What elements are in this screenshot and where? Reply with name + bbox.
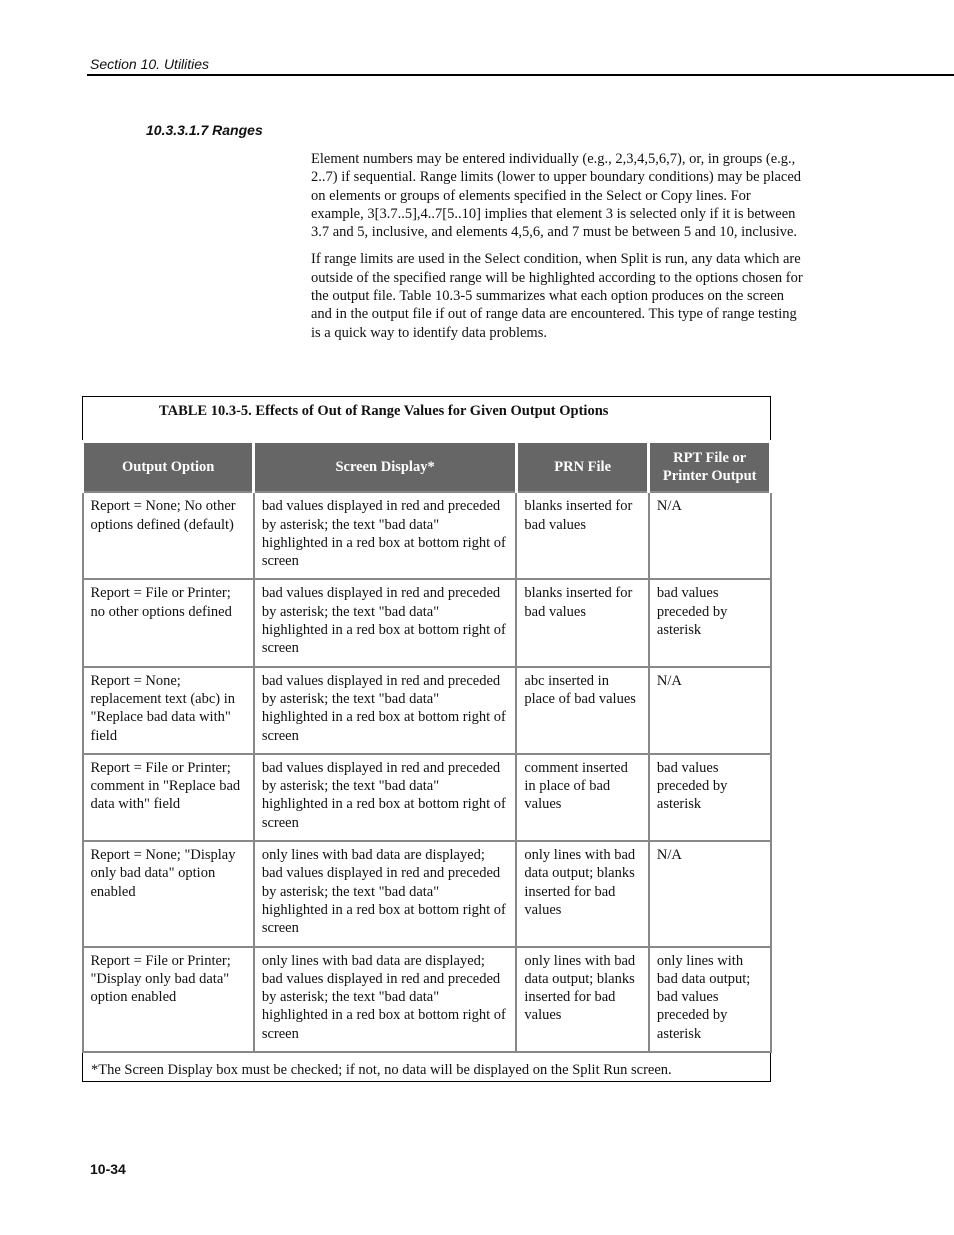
table-cell: bad values preceded by asterisk — [649, 579, 771, 666]
table-cell: N/A — [649, 667, 771, 754]
table-cell: bad values displayed in red and preceded by asterisk; the text "bad data" highlighted in a red box at bottom right of screen — [254, 579, 517, 666]
column-header: PRN File — [516, 442, 649, 493]
table-cell: Report = File or Printer; "Display only bad data" option enabled — [83, 947, 254, 1052]
table-cell: abc inserted in place of bad values — [516, 667, 649, 754]
table-cell: blanks inserted for bad values — [516, 579, 649, 666]
table-cell: bad values preceded by asterisk — [649, 754, 771, 841]
table-cell: Report = None; replacement text (abc) in "Replace bad data with" field — [83, 667, 254, 754]
table-footnote: *The Screen Display box must be checked; if not, no data will be displayed on the Split Run screen. — [83, 1052, 771, 1082]
page-number: 10-34 — [90, 1161, 126, 1177]
table-cell: only lines with bad data are displayed; bad values displayed in red and preceded by asterisk; the text "bad data" highlighted in a red box at bottom right of screen — [254, 841, 517, 946]
column-header: Screen Display* — [254, 442, 517, 493]
table-cell: bad values displayed in red and preceded by asterisk; the text "bad data" highlighted in a red box at bottom right of screen — [254, 667, 517, 754]
table-row — [83, 667, 771, 754]
column-header: Output Option — [83, 442, 254, 493]
table-row — [83, 579, 771, 666]
table-cell: Report = None; No other options defined (default) — [83, 492, 254, 579]
running-header: Section 10. Utilities — [90, 56, 210, 72]
ranges-table — [81, 396, 772, 1082]
table-cell: only lines with bad data output; blanks inserted for bad values — [516, 841, 649, 946]
table-cell: bad values displayed in red and preceded by asterisk; the text "bad data" highlighted in a red box at bottom right of screen — [254, 492, 517, 579]
header-rule — [87, 74, 954, 76]
paragraph: Element numbers may be entered individually (e.g., 2,3,4,5,6,7), or, in groups (e.g., 2..7) if sequential. Range limits (lower to upper boundary conditions) may be placed on elements or groups of elements specified in the Select or Copy lines. For example, 3[3.7..5],4..7[5..10] implies that element 3 is selected only if it is between 3.7 and 5, inclusive, and elements 4,5,6, and 7 must be between 5 and 10, inclusive. — [311, 151, 802, 241]
table-cell: comment inserted in place of bad values — [516, 754, 649, 841]
table-row — [83, 841, 771, 946]
table-cell: Report = None; "Display only bad data" option enabled — [83, 841, 254, 946]
table-cell: only lines with bad data output; blanks inserted for bad values — [516, 947, 649, 1052]
table-caption: TABLE 10.3-5. Effects of Out of Range Values for Given Output Options — [83, 397, 771, 442]
table-cell: only lines with bad data output; bad values preceded by asterisk — [649, 947, 771, 1052]
table-row — [83, 754, 771, 841]
table-row — [83, 492, 771, 579]
section-title: 10.3.3.1.7 Ranges — [146, 122, 263, 138]
table-header-row — [83, 442, 771, 493]
body-text — [311, 150, 803, 351]
column-header: RPT File or Printer Output — [649, 442, 771, 493]
table-cell: only lines with bad data are displayed; bad values displayed in red and preceded by asterisk; the text "bad data" highlighted in a red box at bottom right of screen — [254, 947, 517, 1052]
table-cell: Report = File or Printer; no other options defined — [83, 579, 254, 666]
table-cell: N/A — [649, 841, 771, 946]
table-cell: blanks inserted for bad values — [516, 492, 649, 579]
table-cell: Report = File or Printer; comment in "Replace bad data with" field — [83, 754, 254, 841]
table-cell: N/A — [649, 492, 771, 579]
table-row — [83, 947, 771, 1052]
paragraph: If range limits are used in the Select condition, when Split is run, any data which are outside of the specified range will be highlighted according to the options chosen for the output file. Table 10.3-5 summarizes what each option produces on the screen and in the output file if out of range data are encountered. This type of range testing is a quick way to identify data problems. — [311, 251, 803, 341]
table-cell: bad values displayed in red and preceded by asterisk; the text "bad data" highlighted in a red box at bottom right of screen — [254, 754, 517, 841]
